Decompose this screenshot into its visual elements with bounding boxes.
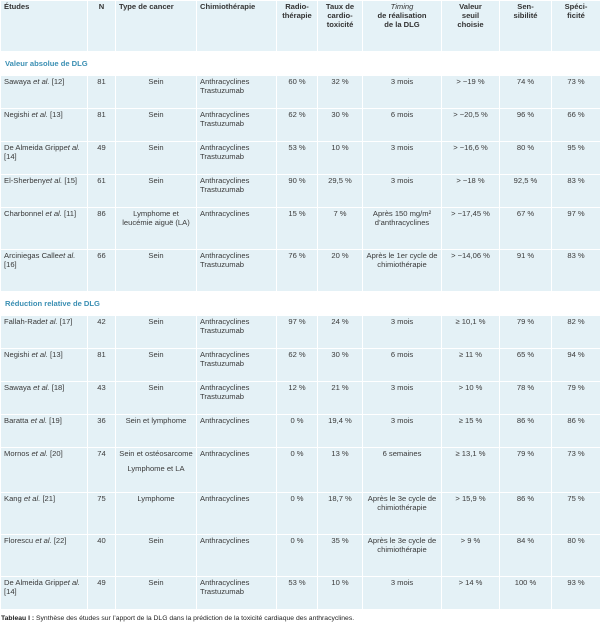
cell-study <box>1 142 88 175</box>
table-row <box>1 577 600 610</box>
study-etal: et al. <box>29 449 48 458</box>
chimio-agent: Anthracyclines <box>200 449 273 458</box>
study-etal: et al. <box>64 143 80 152</box>
cell-timing: 3 mois <box>363 142 442 175</box>
cell-sensibilite: 100 % <box>500 577 552 610</box>
cell-taux-cardiotoxicite: 13 % <box>318 448 363 493</box>
cell-chimiotherapie <box>197 535 277 577</box>
cell-sensibilite: 80 % <box>500 142 552 175</box>
chimio-agent: Anthracyclines <box>200 143 273 152</box>
table-row <box>1 535 600 577</box>
cell-type-cancer <box>116 382 197 415</box>
cell-taux-cardiotoxicite: 10 % <box>318 142 363 175</box>
chimio-agent: Anthracyclines <box>200 77 273 86</box>
cell-sensibilite: 86 % <box>500 415 552 448</box>
cell-specificite: 73 % <box>552 448 600 493</box>
cell-sensibilite: 79 % <box>500 448 552 493</box>
study-etal: et al. <box>29 350 48 359</box>
header-spec-line: Spéci- <box>555 2 597 11</box>
study-name: Negishi <box>4 350 29 359</box>
cell-type-cancer <box>116 250 197 292</box>
header-type-cancer: Type de cancer <box>116 1 197 52</box>
cell-taux-cardiotoxicite: 21 % <box>318 382 363 415</box>
cell-sensibilite: 84 % <box>500 535 552 577</box>
cell-radiotherapie: 0 % <box>277 535 318 577</box>
type-text: Sein <box>148 251 163 260</box>
table-row <box>1 493 600 535</box>
table-row <box>1 382 600 415</box>
cell-type-cancer <box>116 175 197 208</box>
table-row <box>1 415 600 448</box>
caption-text: Synthèse des études sur l’apport de la DLG dans la prédiction de la toxicité cardiaque des anthracyclines. <box>34 615 354 622</box>
section-row <box>1 292 600 316</box>
type-text: Sein <box>148 143 163 152</box>
study-name: Mornos <box>4 449 29 458</box>
study-ref: [20] <box>48 449 63 458</box>
cell-radiotherapie: 53 % <box>277 577 318 610</box>
header-timing-line: de la DLG <box>366 20 438 29</box>
study-name: Fallah-Rad <box>4 317 41 326</box>
cell-sensibilite: 65 % <box>500 349 552 382</box>
cell-taux-cardiotoxicite: 32 % <box>318 76 363 109</box>
chimio-agent: Trastuzumab <box>200 185 273 194</box>
header-n: N <box>88 1 116 52</box>
chimio-agent: Anthracyclines <box>200 383 273 392</box>
table-caption <box>0 615 600 622</box>
cell-valeur-seuil: > −17,45 % <box>442 208 500 250</box>
header-valeur-seuil <box>442 1 500 52</box>
cell-chimiotherapie <box>197 208 277 250</box>
cell-n: 40 <box>88 535 116 577</box>
cell-specificite: 94 % <box>552 349 600 382</box>
study-ref: [12] <box>50 77 65 86</box>
cell-valeur-seuil: ≥ 11 % <box>442 349 500 382</box>
cell-radiotherapie: 60 % <box>277 76 318 109</box>
header-radio-line: thérapie <box>280 11 314 20</box>
header-timing-line: Timing <box>366 2 438 11</box>
type-text: Lymphome et leucémie aiguë (LA) <box>122 209 190 227</box>
cell-valeur-seuil: > −16,6 % <box>442 142 500 175</box>
chimio-agent: Trastuzumab <box>200 119 273 128</box>
study-etal: et al. <box>31 77 50 86</box>
cell-timing: 3 mois <box>363 415 442 448</box>
cell-radiotherapie: 76 % <box>277 250 318 292</box>
cell-study <box>1 250 88 292</box>
cell-chimiotherapie <box>197 76 277 109</box>
cell-radiotherapie: 12 % <box>277 382 318 415</box>
cell-study <box>1 535 88 577</box>
header-specificite <box>552 1 600 52</box>
cell-radiotherapie: 0 % <box>277 415 318 448</box>
cell-taux-cardiotoxicite: 20 % <box>318 250 363 292</box>
study-ref: [22] <box>52 536 67 545</box>
cell-timing: 3 mois <box>363 382 442 415</box>
cell-type-cancer <box>116 415 197 448</box>
study-ref: [21] <box>40 494 55 503</box>
chimio-agent: Trastuzumab <box>200 326 273 335</box>
study-etal: et al. <box>33 536 52 545</box>
cell-taux-cardiotoxicite: 24 % <box>318 316 363 349</box>
study-ref: [14] <box>4 152 17 161</box>
header-sensibilite <box>500 1 552 52</box>
cell-n: 81 <box>88 109 116 142</box>
cell-taux-cardiotoxicite: 10 % <box>318 577 363 610</box>
header-spec-line: ficité <box>555 11 597 20</box>
cell-taux-cardiotoxicite: 30 % <box>318 349 363 382</box>
cell-n: 86 <box>88 208 116 250</box>
cell-study <box>1 316 88 349</box>
cell-taux-cardiotoxicite: 18,7 % <box>318 493 363 535</box>
cell-taux-cardiotoxicite: 29,5 % <box>318 175 363 208</box>
study-etal: et al. <box>28 416 47 425</box>
cell-timing: 6 mois <box>363 109 442 142</box>
study-name: Arciniegas Calle <box>4 251 59 260</box>
cell-taux-cardiotoxicite: 7 % <box>318 208 363 250</box>
header-taux-line: toxicité <box>321 20 359 29</box>
cell-type-cancer <box>116 493 197 535</box>
cell-specificite: 93 % <box>552 577 600 610</box>
header-timing-line: de réalisation <box>366 11 438 20</box>
cell-specificite: 82 % <box>552 316 600 349</box>
table-row <box>1 316 600 349</box>
type-text: Sein <box>148 578 163 587</box>
cell-sensibilite: 92,5 % <box>500 175 552 208</box>
table-row <box>1 250 600 292</box>
study-name: Florescu <box>4 536 33 545</box>
study-name: El-Sherbeny <box>4 176 46 185</box>
cell-specificite: 86 % <box>552 415 600 448</box>
cell-radiotherapie: 0 % <box>277 448 318 493</box>
cell-chimiotherapie <box>197 448 277 493</box>
table-row <box>1 142 600 175</box>
cell-study <box>1 415 88 448</box>
cell-n: 66 <box>88 250 116 292</box>
cell-chimiotherapie <box>197 493 277 535</box>
cell-study <box>1 448 88 493</box>
chimio-agent: Trastuzumab <box>200 587 273 596</box>
type-text: Sein <box>148 317 163 326</box>
cell-taux-cardiotoxicite: 19,4 % <box>318 415 363 448</box>
type-text-2: Lymphome et LA <box>127 464 184 473</box>
cell-taux-cardiotoxicite: 30 % <box>318 109 363 142</box>
chimio-agent: Trastuzumab <box>200 86 273 95</box>
cell-specificite: 79 % <box>552 382 600 415</box>
chimio-agent: Trastuzumab <box>200 359 273 368</box>
cell-specificite: 95 % <box>552 142 600 175</box>
cell-n: 49 <box>88 577 116 610</box>
section-title: Valeur absolue de DLG <box>1 52 600 76</box>
cell-radiotherapie: 53 % <box>277 142 318 175</box>
chimio-agent: Anthracyclines <box>200 536 273 545</box>
cell-n: 81 <box>88 76 116 109</box>
section-row <box>1 52 600 76</box>
type-text: Sein <box>148 350 163 359</box>
cell-specificite: 80 % <box>552 535 600 577</box>
study-name: Kang <box>4 494 22 503</box>
header-taux-line: Taux de <box>321 2 359 11</box>
header-radio-line: Radio- <box>280 2 314 11</box>
header-taux-line: cardio- <box>321 11 359 20</box>
cell-chimiotherapie <box>197 142 277 175</box>
cell-study <box>1 175 88 208</box>
cell-sensibilite: 91 % <box>500 250 552 292</box>
cell-taux-cardiotoxicite: 35 % <box>318 535 363 577</box>
cell-study <box>1 109 88 142</box>
cell-valeur-seuil: > 15,9 % <box>442 493 500 535</box>
type-text: Sein et ostéosarcome <box>119 449 192 458</box>
header-timing <box>363 1 442 52</box>
cell-timing: 3 mois <box>363 76 442 109</box>
study-ref: [15] <box>62 176 77 185</box>
cell-radiotherapie: 90 % <box>277 175 318 208</box>
cell-specificite: 97 % <box>552 208 600 250</box>
chimio-agent: Anthracyclines <box>200 176 273 185</box>
cell-valeur-seuil: > −14,06 % <box>442 250 500 292</box>
study-etal: et al. <box>31 383 50 392</box>
cell-radiotherapie: 62 % <box>277 109 318 142</box>
study-ref: [18] <box>50 383 65 392</box>
header-radiotherapie <box>277 1 318 52</box>
table-row <box>1 349 600 382</box>
cell-type-cancer <box>116 349 197 382</box>
table-row <box>1 208 600 250</box>
type-text: Sein et lymphome <box>126 416 187 425</box>
cell-chimiotherapie <box>197 250 277 292</box>
study-ref: [13] <box>48 110 63 119</box>
cell-study <box>1 493 88 535</box>
cell-specificite: 75 % <box>552 493 600 535</box>
cell-chimiotherapie <box>197 349 277 382</box>
cell-timing: 3 mois <box>363 577 442 610</box>
section-title: Réduction relative de DLG <box>1 292 600 316</box>
cell-n: 43 <box>88 382 116 415</box>
cell-valeur-seuil: ≥ 13,1 % <box>442 448 500 493</box>
cell-sensibilite: 67 % <box>500 208 552 250</box>
cell-radiotherapie: 97 % <box>277 316 318 349</box>
cell-n: 75 <box>88 493 116 535</box>
study-name: Sawaya <box>4 77 31 86</box>
cell-sensibilite: 79 % <box>500 316 552 349</box>
cell-type-cancer <box>116 448 197 493</box>
cell-type-cancer <box>116 535 197 577</box>
cell-chimiotherapie <box>197 316 277 349</box>
cell-sensibilite: 86 % <box>500 493 552 535</box>
cell-valeur-seuil: ≥ 15 % <box>442 415 500 448</box>
header-etudes: Études <box>1 1 88 52</box>
study-ref: [19] <box>47 416 62 425</box>
type-text: Sein <box>148 176 163 185</box>
table-row <box>1 448 600 493</box>
cell-n: 49 <box>88 142 116 175</box>
study-etal: et al. <box>41 317 57 326</box>
chimio-agent: Trastuzumab <box>200 152 273 161</box>
study-etal: et al. <box>43 209 62 218</box>
type-text: Sein <box>148 110 163 119</box>
cell-chimiotherapie <box>197 415 277 448</box>
cell-timing: Après le 3e cycle de chimiothérapie <box>363 493 442 535</box>
type-text: Sein <box>148 383 163 392</box>
type-text: Sein <box>148 536 163 545</box>
cell-n: 74 <box>88 448 116 493</box>
cell-timing: 6 mois <box>363 349 442 382</box>
header-valeur-line: choisie <box>445 20 496 29</box>
cell-chimiotherapie <box>197 382 277 415</box>
cell-specificite: 66 % <box>552 109 600 142</box>
cell-type-cancer <box>116 109 197 142</box>
cell-radiotherapie: 15 % <box>277 208 318 250</box>
caption-label: Tableau I : <box>1 615 34 622</box>
chimio-agent: Anthracyclines <box>200 350 273 359</box>
cell-chimiotherapie <box>197 175 277 208</box>
cell-valeur-seuil: > 9 % <box>442 535 500 577</box>
header-row <box>1 1 600 52</box>
cell-study <box>1 577 88 610</box>
table-row <box>1 76 600 109</box>
cell-valeur-seuil: > 10 % <box>442 382 500 415</box>
header-sens-line: Sen- <box>503 2 548 11</box>
study-name: De Almeida Gripp <box>4 143 64 152</box>
cell-study <box>1 76 88 109</box>
study-name: Sawaya <box>4 383 31 392</box>
table-row <box>1 109 600 142</box>
cell-n: 42 <box>88 316 116 349</box>
table-body <box>1 52 600 610</box>
cell-type-cancer <box>116 577 197 610</box>
chimio-agent: Anthracyclines <box>200 209 273 218</box>
cell-valeur-seuil: > 14 % <box>442 577 500 610</box>
study-etal: et al. <box>29 110 48 119</box>
table-row <box>1 175 600 208</box>
cell-radiotherapie: 0 % <box>277 493 318 535</box>
cell-type-cancer <box>116 208 197 250</box>
chimio-agent: Anthracyclines <box>200 317 273 326</box>
study-ref: [16] <box>4 260 17 269</box>
study-name: Baratta <box>4 416 28 425</box>
header-chimiotherapie: Chimiothérapie <box>197 1 277 52</box>
study-ref: [13] <box>48 350 63 359</box>
header-taux-cardiotoxicite <box>318 1 363 52</box>
cell-timing: Après 150 mg/m² d’anthracyclines <box>363 208 442 250</box>
cell-timing: 3 mois <box>363 316 442 349</box>
cell-n: 61 <box>88 175 116 208</box>
cell-type-cancer <box>116 76 197 109</box>
cell-valeur-seuil: > −18 % <box>442 175 500 208</box>
header-sens-line: sibilité <box>503 11 548 20</box>
chimio-agent: Anthracyclines <box>200 416 273 425</box>
study-ref: [17] <box>58 317 73 326</box>
cell-specificite: 83 % <box>552 250 600 292</box>
cell-timing: 6 semaines <box>363 448 442 493</box>
study-name: De Almeida Gripp <box>4 578 64 587</box>
cell-valeur-seuil: > −19 % <box>442 76 500 109</box>
cell-study <box>1 208 88 250</box>
cell-chimiotherapie <box>197 109 277 142</box>
study-name: Negishi <box>4 110 29 119</box>
chimio-agent: Trastuzumab <box>200 392 273 401</box>
chimio-agent: Anthracyclines <box>200 251 273 260</box>
cell-specificite: 83 % <box>552 175 600 208</box>
cell-sensibilite: 78 % <box>500 382 552 415</box>
study-ref: [14] <box>4 587 17 596</box>
chimio-agent: Trastuzumab <box>200 260 273 269</box>
cell-timing: Après le 1er cycle de chimiothérapie <box>363 250 442 292</box>
chimio-agent: Anthracyclines <box>200 578 273 587</box>
chimio-agent: Anthracyclines <box>200 494 273 503</box>
cell-study <box>1 349 88 382</box>
cell-radiotherapie: 62 % <box>277 349 318 382</box>
study-etal: et al. <box>46 176 62 185</box>
cell-timing: Après le 3e cycle de chimiothérapie <box>363 535 442 577</box>
header-valeur-line: Valeur <box>445 2 496 11</box>
study-etal: et al. <box>22 494 41 503</box>
cell-sensibilite: 74 % <box>500 76 552 109</box>
type-text: Lymphome <box>137 494 174 503</box>
chimio-agent: Anthracyclines <box>200 110 273 119</box>
cell-study <box>1 382 88 415</box>
study-etal: et al. <box>59 251 75 260</box>
cell-n: 36 <box>88 415 116 448</box>
cell-specificite: 73 % <box>552 76 600 109</box>
header-valeur-line: seuil <box>445 11 496 20</box>
cell-valeur-seuil: ≥ 10,1 % <box>442 316 500 349</box>
study-name: Charbonnel <box>4 209 43 218</box>
study-ref: [11] <box>62 209 76 218</box>
cell-timing: 3 mois <box>363 175 442 208</box>
cell-type-cancer <box>116 316 197 349</box>
cell-sensibilite: 96 % <box>500 109 552 142</box>
cell-valeur-seuil: > −20,5 % <box>442 109 500 142</box>
cell-n: 81 <box>88 349 116 382</box>
cell-type-cancer <box>116 142 197 175</box>
cell-chimiotherapie <box>197 577 277 610</box>
study-etal: et al. <box>64 578 80 587</box>
type-text: Sein <box>148 77 163 86</box>
